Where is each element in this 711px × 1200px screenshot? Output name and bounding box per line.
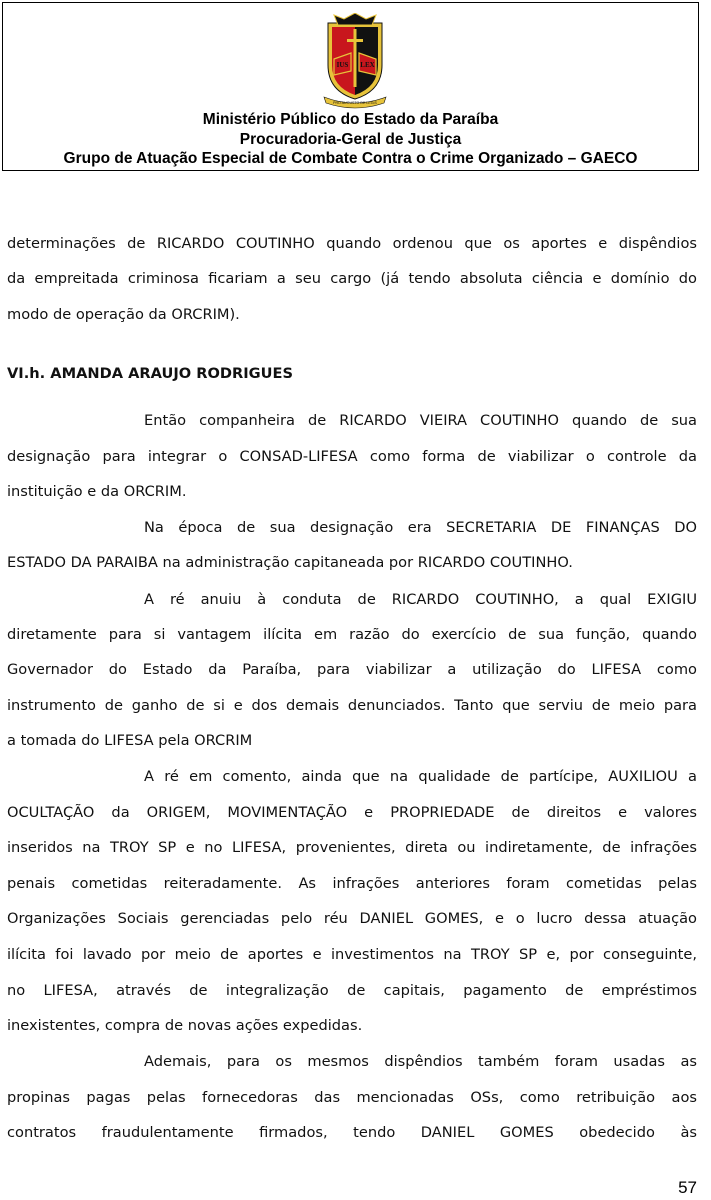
page-number: 57 [678,1178,697,1197]
paragraph-line: Ademais, para os mesmos dispêndios também foram usadas as [144,1053,697,1070]
paragraph-line: Governador do Estado da Paraíba, para viabilizar a utilização do LIFESA como [7,661,697,678]
paragraph-line: ESTADO DA PARAIBA na administração capitaneada por RICARDO COUTINHO. [7,554,573,571]
paragraph-line: penais cometidas reiteradamente. As infrações anteriores foram cometidas pelas [7,875,697,892]
document-header [2,2,699,171]
paragraph-line: diretamente para si vantagem ilícita em razão do exercício de sua função, quando [7,626,697,643]
paragraph-line: Então companheira de RICARDO VIEIRA COUTINHO quando de sua [144,412,697,429]
paragraph-line: Organizações Sociais gerenciadas pelo réu DANIEL GOMES, e o lucro dessa atuação [7,910,697,927]
org-name-line-3: Grupo de Atuação Especial de Combate Contra o Crime Organizado – GAECO [63,150,638,167]
paragraph-line: A ré anuiu à conduta de RICARDO COUTINHO, a qual EXIGIU [144,591,697,608]
paragraph-line: a tomada do LIFESA pela ORCRIM [7,732,253,749]
paragraph-line: OCULTAÇÃO da ORIGEM, MOVIMENTAÇÃO e PROPRIEDADE de direitos e valores [7,804,697,821]
paragraph-line: instituição e da ORCRIM. [7,483,187,500]
paragraph-line: inseridos na TROY SP e no LIFESA, provenientes, direta ou indiretamente, de infrações [7,839,697,856]
paragraph-line: determinações de RICARDO COUTINHO quando ordenou que os aportes e dispêndios [7,235,697,252]
paragraph-line: instrumento de ganho de si e dos demais denunciados. Tanto que serviu de meio para [7,697,697,714]
emblem-text-left: IUS [336,61,349,69]
paragraph-line: A ré em comento, ainda que na qualidade de partícipe, AUXILIOU a [144,768,697,785]
paragraph-line: modo de operação da ORCRIM). [7,306,240,323]
paragraph-line: Na época de sua designação era SECRETARIA DE FINANÇAS DO [144,519,697,536]
coat-of-arms-emblem [320,13,390,109]
org-name-line-2: Procuradoria-Geral de Justiça [239,131,462,148]
org-name-line-1: Ministério Público do Estado da Paraíba [202,111,499,128]
paragraph-line: propinas pagas pelas fornecedoras das mencionadas OSs, como retribuição aos [7,1089,697,1106]
paragraph-line: da empreitada criminosa ficariam a seu cargo (já tendo absoluta ciência e domínio do [7,270,697,287]
emblem-text-right: LEX [360,61,375,69]
emblem-motto: PRO AUGUSTO DE LEGIS [333,101,377,105]
paragraph-line: inexistentes, compra de novas ações expedidas. [7,1017,363,1034]
paragraph-line: contratos fraudulentamente firmados, tendo DANIEL GOMES obedecido às [7,1124,697,1141]
paragraph-line: ilícita foi lavado por meio de aportes e investimentos na TROY SP e, por conseguinte, [7,946,697,963]
section-heading: VI.h. AMANDA ARAUJO RODRIGUES [7,365,293,382]
paragraph-line: no LIFESA, através de integralização de capitais, pagamento de empréstimos [7,982,697,999]
paragraph-line: designação para integrar o CONSAD-LIFESA como forma de viabilizar o controle da [7,448,697,465]
